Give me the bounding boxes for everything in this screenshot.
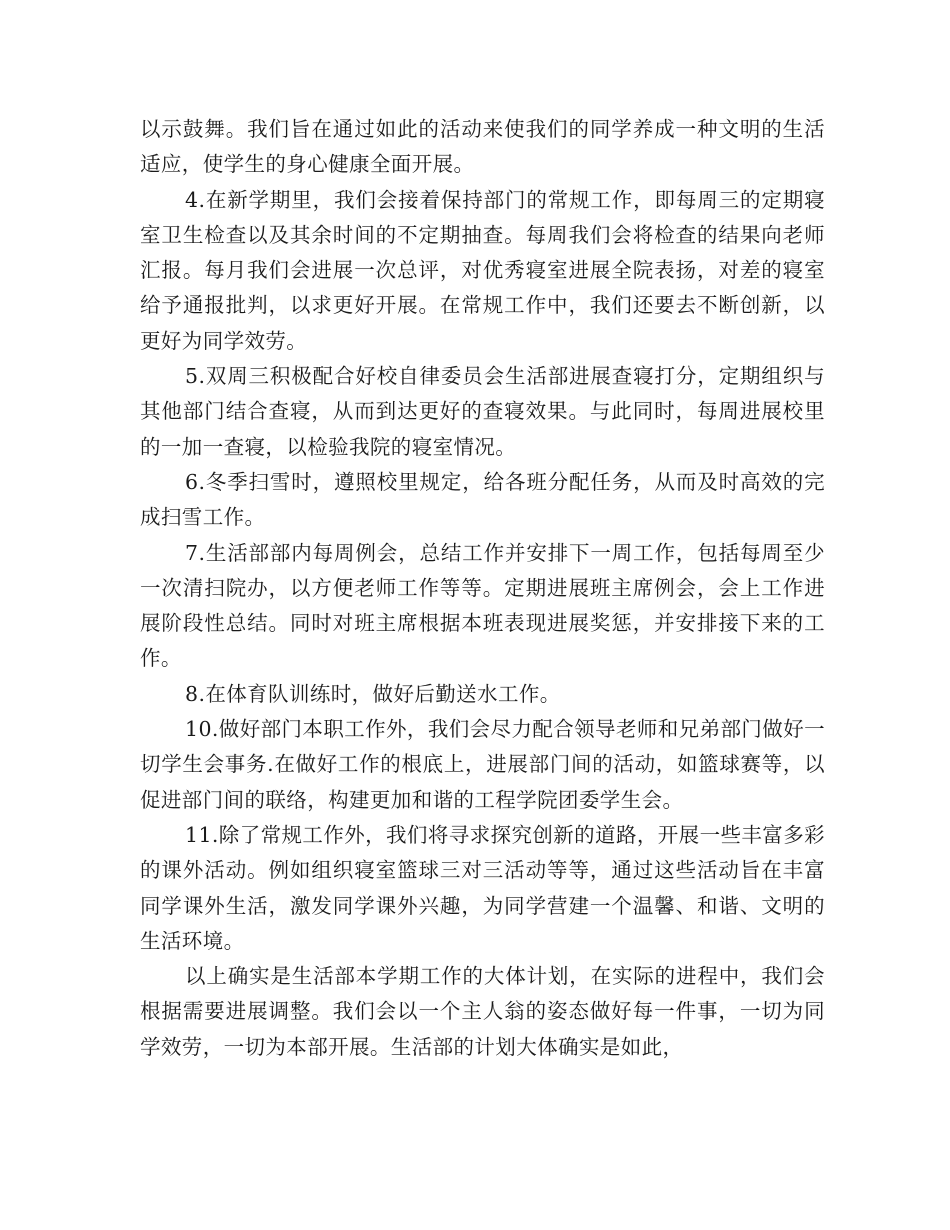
paragraph-item-10: 10.做好部门本职工作外，我们会尽力配合领导老师和兄弟部门做好一切学生会事务.在做好工作的根底上，进展部门间的活动，如篮球赛等，以促进部门间的联络，构建更加和谐的工程学院团委学生会。 (140, 717, 825, 812)
paragraph-item-7: 7.生活部部内每周例会，总结工作并安排下一周工作，包括每周至少一次清扫院办，以方便老师工作等等。定期进展班主席例会，会上工作进展阶段性总结。同时对班主席根据本班表现进展奖惩，并安排接下来的工作。 (140, 540, 825, 671)
paragraph-1: 以示鼓舞。我们旨在通过如此的活动来使我们的同学养成一种文明的生活适应，使学生的身心健康全面开展。 (140, 117, 825, 177)
paragraph-summary: 以上确实是生活部本学期工作的大体计划，在实际的进程中，我们会根据需要进展调整。我们会以一个主人翁的姿态做好每一件事，一切为同学效劳，一切为本部开展。生活部的计划大体确实是如此， (140, 964, 825, 1059)
document-page (140, 112, 825, 1065)
paragraph-item-8: 8.在体育队训练时，做好后勤送水工作。 (185, 681, 561, 706)
paragraph-item-11: 11.除了常规工作外，我们将寻求探究创新的道路，开展一些丰富多彩的课外活动。例如组织寝室篮球三对三活动等等，通过这些活动旨在丰富同学课外生活，激发同学课外兴趣，为同学营建一个温馨、和谐、文明的生活环境。 (140, 822, 825, 953)
paragraph-item-6: 6.冬季扫雪时，遵照校里规定，给各班分配任务，从而及时高效的完成扫雪工作。 (140, 469, 825, 530)
paragraph-item-4: 4.在新学期里，我们会接着保持部门的常规工作，即每周三的定期寝室卫生检查以及其余时间的不定期抽查。每周我们会将检查的结果向老师汇报。每月我们会进展一次总评，对优秀寝室进展全院表扬，对差的寝室给予通报批判，以求更好开展。在常规工作中，我们还要去不断创新，以更好为同学效劳。 (140, 187, 825, 353)
paragraph-item-5: 5.双周三积极配合好校自律委员会生活部进展查寝打分，定期组织与其他部门结合查寝，从而到达更好的查寝效果。与此同时，每周进展校里的一加一查寝，以检验我院的寝室情况。 (140, 364, 825, 459)
